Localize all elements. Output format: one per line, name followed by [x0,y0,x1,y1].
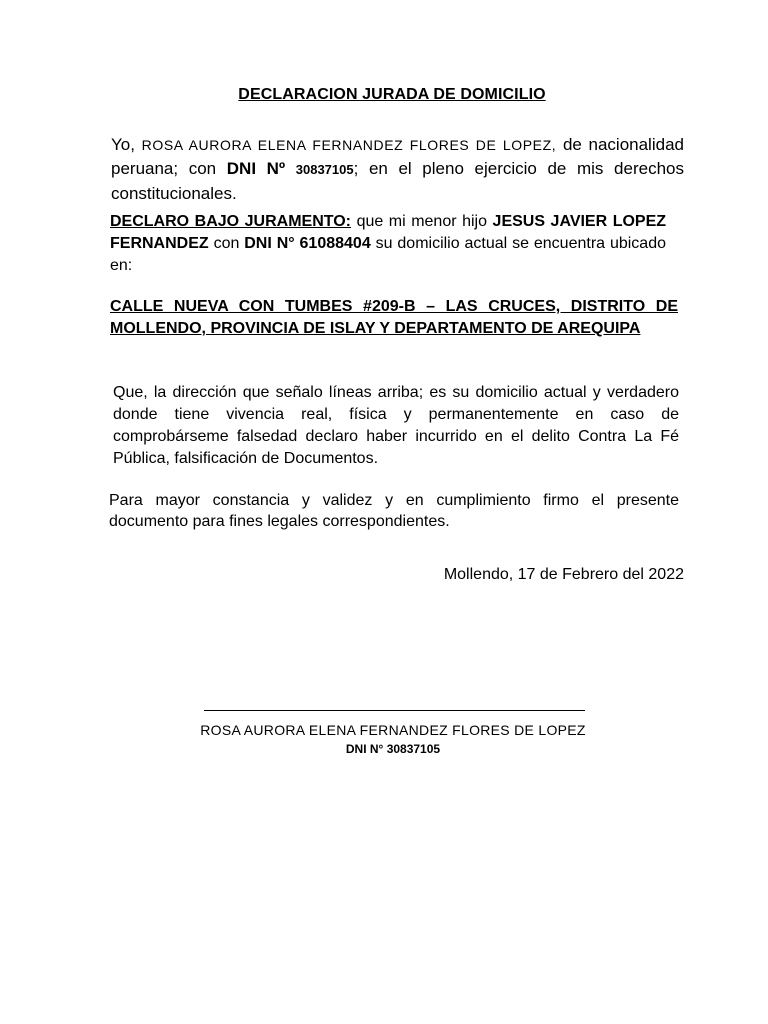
name-comma: , [551,137,557,153]
child-name: JESUS JAVIER LOPEZ FERNANDEZ [110,213,667,252]
signatory-dni: DNI N° 30837105 [345,742,441,756]
date-line: Mollendo, 17 de Febrero del 2022 [443,566,684,583]
closing-paragraph: Para mayor constancia y validez y en cumplimiento firmo el presente documento para fines legales correspondientes. [109,492,679,530]
dni-number: 30837105 [295,162,354,177]
declarant-name: ROSA AURORA ELENA FERNANDEZ FLORES DE LOPEZ [141,137,552,153]
signatory-name: ROSA AURORA ELENA FERNANDEZ FLORES DE LOPEZ [200,722,586,738]
rights-text: ; en el pleno ejercicio de mis derechos constitucionales. [111,159,684,203]
minor-son-text: que mi menor hijo [356,213,487,230]
located-text: su domicilio actual se encuentra ubicado en: [110,235,666,274]
yo-text: Yo, [111,135,135,154]
document-title: DECLARACION JURADA DE DOMICILIO [238,86,546,103]
declaration-paragraph [110,211,666,277]
dni-label: DNI Nº [226,159,286,178]
child-dni: DNI N° 61088404 [244,235,371,252]
statement-paragraph: Que, la dirección que señalo líneas arriba; es su domicilio actual y verdadero donde tiene vivencia real, física y permanentemente en caso de comprobárseme falsedad declaro haber incurrido en el delito Contra La Fé Pública, falsificación de Documentos. [113,384,679,467]
declaro-heading: DECLARO BAJO JURAMENTO: [110,213,352,230]
declarant-paragraph [111,133,684,206]
signature-line [204,710,585,711]
nationality-text: de nacionalidad peruana; con [111,135,684,178]
con-text: con [213,235,240,252]
address-text: CALLE NUEVA CON TUMBES #209-B – LAS CRUCES, DISTRITO DE MOLLENDO, PROVINCIA DE ISLAY Y DEPARTAMENTO DE AREQUIPA [110,298,678,337]
